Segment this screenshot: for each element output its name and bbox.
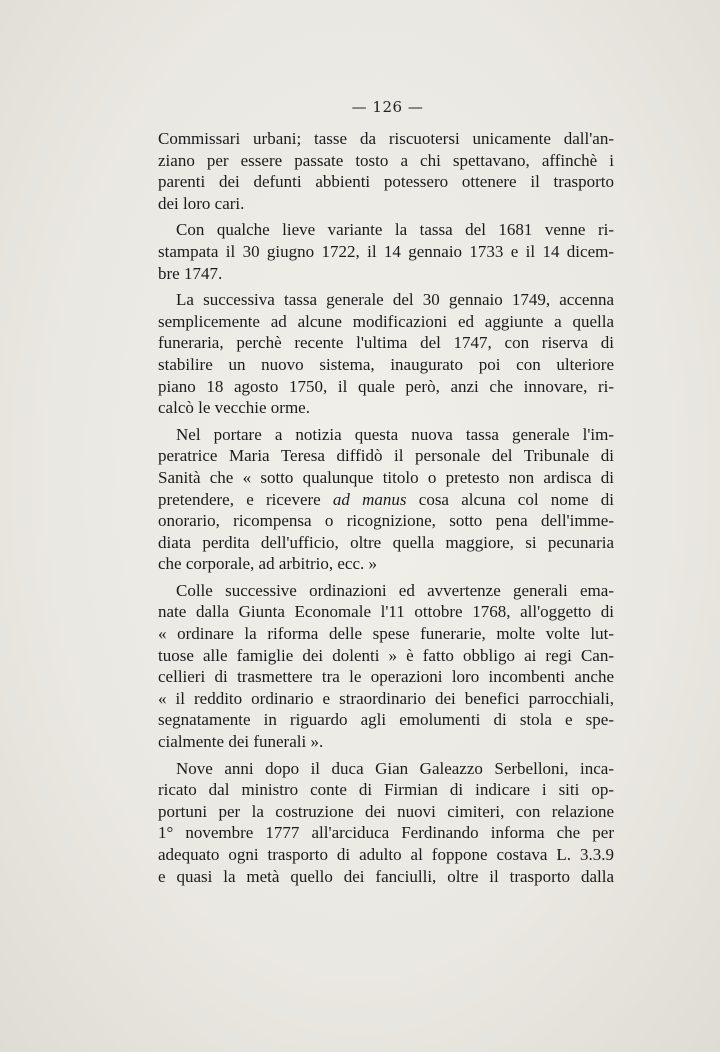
paragraph-6 <box>158 758 614 888</box>
text-line: segnatamente in riguardo agli emolumenti di stola e spe- <box>158 710 614 730</box>
text-line: dei loro cari. <box>158 193 245 213</box>
text-line: Colle successive ordinazioni ed avvertenze generali ema- <box>176 580 614 600</box>
text-segment: cosa alcuna col nome di <box>406 489 614 509</box>
text-line: e quasi la metà quello dei fanciulli, oltre il trasporto dalla <box>158 866 614 886</box>
text-line: portuni per la costruzione dei nuovi cimiteri, con relazione <box>158 801 614 821</box>
text-line: nate dalla Giunta Economale l'11 ottobre 1768, all'oggetto di <box>158 602 614 622</box>
text-line: onorario, ricompensa o ricognizione, sotto pena dell'imme- <box>158 511 614 531</box>
text-line: ricato dal ministro conte di Firmian di indicare i siti op- <box>158 780 614 800</box>
text-line-with-italic <box>158 489 614 511</box>
text-line: cellieri di trasmettere tra le operazioni loro incombenti anche <box>158 667 614 687</box>
text-line: 1° novembre 1777 all'arciduca Ferdinando informa che per <box>158 823 614 843</box>
text-line: calcò le vecchie orme. <box>158 398 310 418</box>
text-line: stampata il 30 giugno 1722, il 14 gennaio 1733 e il 14 dicem- <box>158 241 614 261</box>
text-line: Nel portare a notizia questa nuova tassa generale l'im- <box>176 424 614 444</box>
text-line: parenti dei defunti abbienti potessero ottenere il trasporto <box>158 172 614 192</box>
text-line: tuose alle famiglie dei dolenti » è fatto obbligo ai regi Can- <box>158 645 614 665</box>
text-line: « ordinare la riforma delle spese funerarie, molte volte lut- <box>158 624 614 644</box>
text-line: diata perdita dell'ufficio, oltre quella maggiore, si pecunaria <box>158 532 614 552</box>
paragraph-1 <box>158 128 614 214</box>
text-line: cialmente dei funerali ». <box>158 732 324 752</box>
text-line: Commissari urbani; tasse da riscuotersi unicamente dall'an- <box>158 129 614 148</box>
text-line: Sanità che « sotto qualunque titolo o pretesto non ardisca di <box>158 467 614 487</box>
text-line: funeraria, perchè recente l'ultima del 1747, con riserva di <box>158 333 614 353</box>
paragraph-3 <box>158 289 614 419</box>
text-segment: pretendere, e ricevere <box>158 489 333 509</box>
paragraph-4 <box>158 424 614 575</box>
text-line: « il reddito ordinario e straordinario dei benefici parrocchiali, <box>158 688 614 708</box>
italic-phrase: ad manus <box>332 489 407 509</box>
text-line: La successiva tassa generale del 30 gennaio 1749, accenna <box>176 290 614 310</box>
page-number: — 126 — <box>351 98 424 116</box>
text-line: bre 1747. <box>158 263 223 283</box>
text-line: semplicemente ad alcune modificazioni ed aggiunte a quella <box>158 311 614 331</box>
text-line: che corporale, ad arbitrio, ecc. » <box>158 554 377 574</box>
paragraph-5 <box>158 580 614 753</box>
text-line: Con qualche lieve variante la tassa del 1681 venne ri- <box>176 220 614 240</box>
text-line: peratrice Maria Teresa diffidò il personale del Tribunale di <box>158 446 614 466</box>
text-line: piano 18 agosto 1750, il quale però, anzi che innovare, ri- <box>158 376 614 396</box>
body-text <box>158 128 614 892</box>
text-line: ziano per essere passate tosto a chi spettavano, affinchè i <box>158 150 614 170</box>
paragraph-2 <box>158 219 614 284</box>
text-line: adequato ogni trasporto di adulto al foppone costava L. 3.3.9 <box>158 845 614 864</box>
text-line: Nove anni dopo il duca Gian Galeazzo Serbelloni, inca- <box>176 758 614 778</box>
text-line: stabilire un nuovo sistema, inaugurato poi con ulteriore <box>158 354 614 374</box>
